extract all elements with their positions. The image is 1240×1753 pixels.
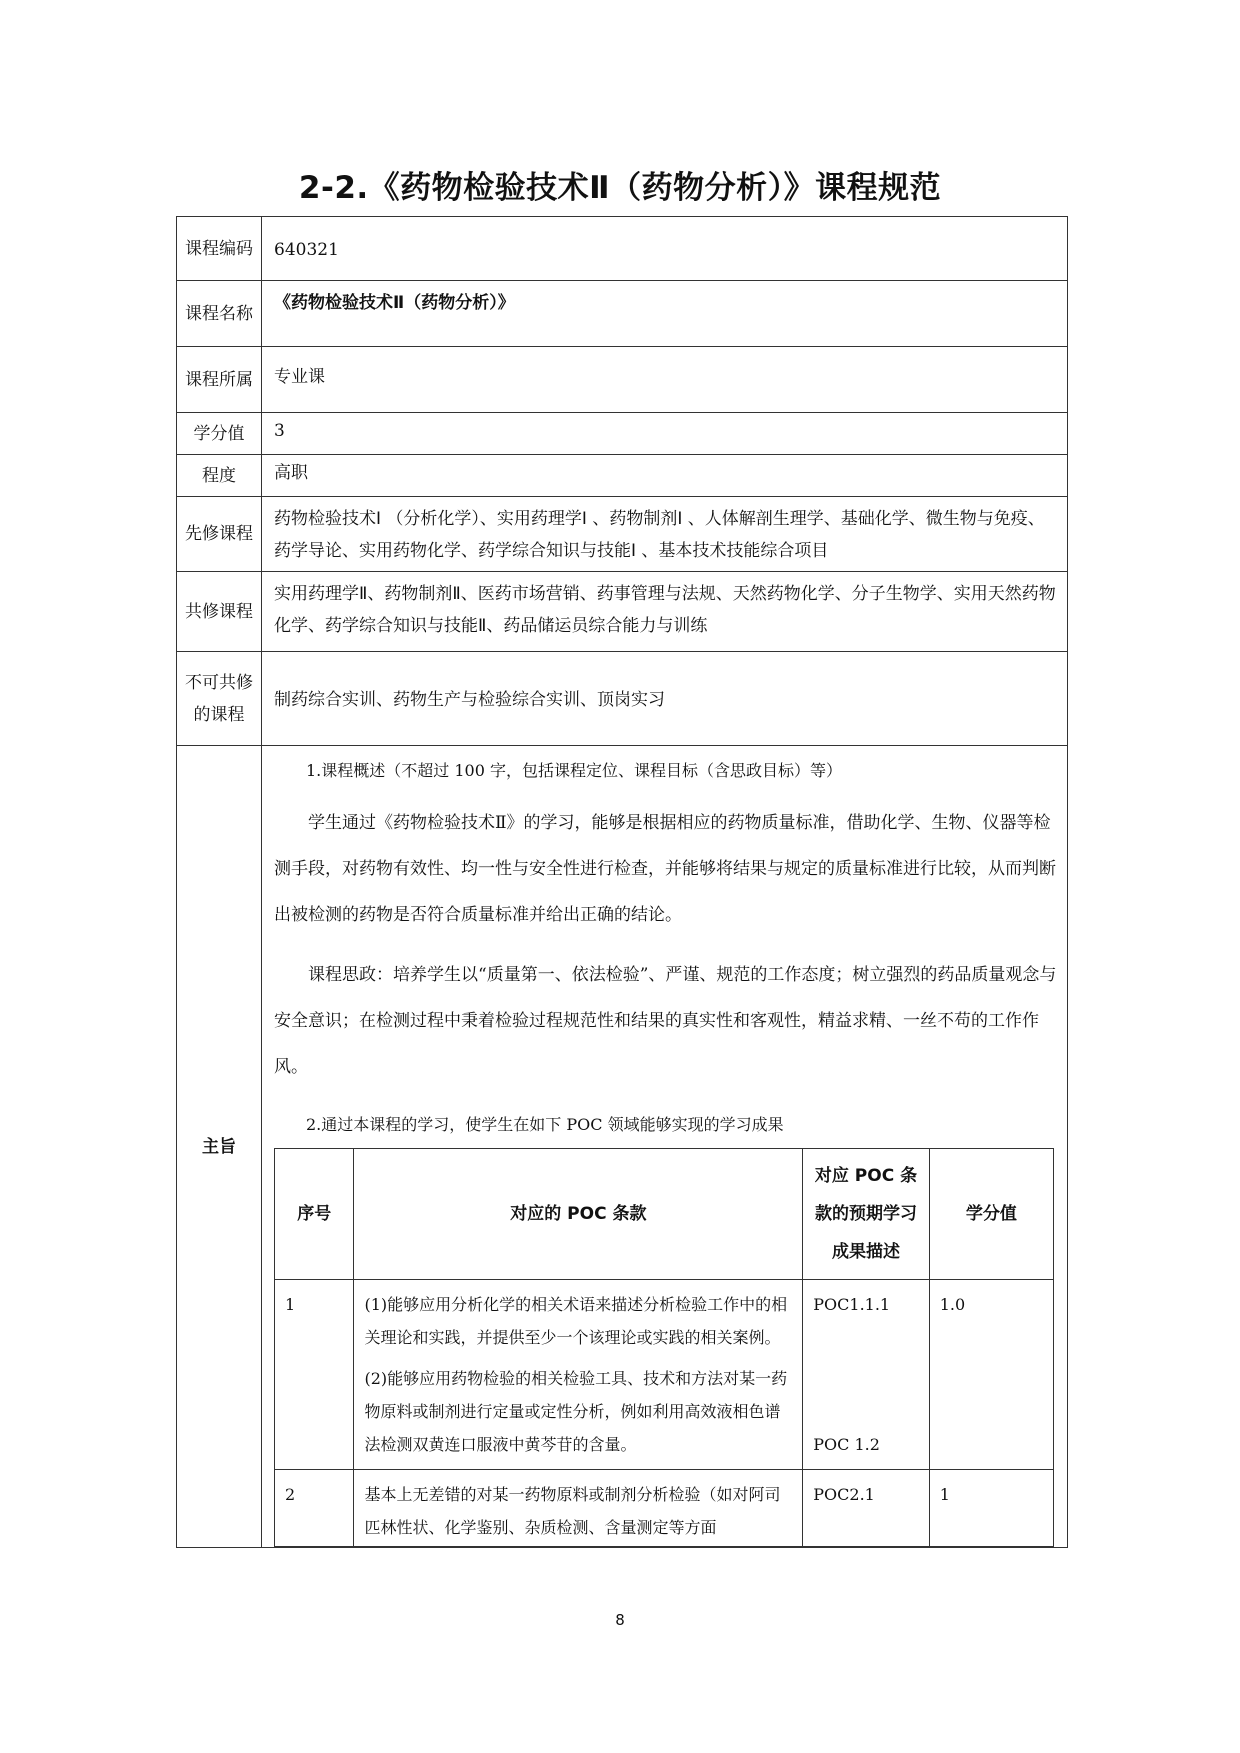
label-prerequisites: 先修课程 (177, 497, 262, 572)
aim-paragraph-1: 学生通过《药物检验技术Ⅱ》的学习，能够是根据相应的药物质量标准，借助化学、生物、仪器等检测手段，对药物有效性、均一性与安全性进行检查，并能够将结果与规定的质量标准进行比较，从而判断出被检测的药物是否符合质量标准并给出正确的结论。 (274, 813, 1056, 925)
label-exclusive-courses: 不可共修的课程 (177, 652, 262, 746)
label-course-name: 课程名称 (177, 281, 262, 347)
value-exclusive-courses: 制药综合实训、药物生产与检验综合实训、顶岗实习 (262, 652, 1068, 746)
poc-row-1-poc-b: POC 1.2 (813, 1435, 880, 1454)
label-corequisites: 共修课程 (177, 572, 262, 652)
poc-row-2-clause: 基本上无差错的对某一药物原料或制剂分析检验（如对阿司匹林性状、化学鉴别、杂质检测、含量测定等方面 (354, 1470, 803, 1547)
value-credit: 3 (262, 413, 1068, 455)
poc-header-credit: 学分值 (929, 1149, 1053, 1280)
value-level: 高职 (262, 455, 1068, 497)
poc-row-1-clause-b: (2)能够应用药物检验的相关检验工具、技术和方法对某一药物原料或制剂进行定量或定性分析，例如利用高效液相色谱法检测双黄连口服液中黄芩苷的含量。 (364, 1369, 788, 1454)
label-level: 程度 (177, 455, 262, 497)
poc-row-1-clause-a: (1)能够应用分析化学的相关术语来描述分析检验工作中的相关理论和实践，并提供至少一个该理论或实践的相关案例。 (364, 1295, 788, 1347)
label-course-category: 课程所属 (177, 347, 262, 413)
value-course-category: 专业课 (262, 347, 1068, 413)
value-corequisites: 实用药理学Ⅱ、药物制剂Ⅱ、医药市场营销、药事管理与法规、天然药物化学、分子生物学、实用天然药物化学、药学综合知识与技能Ⅱ、药品储运员综合能力与训练 (262, 572, 1068, 652)
value-prerequisites: 药物检验技术Ⅰ （分析化学）、实用药理学Ⅰ 、药物制剂Ⅰ 、人体解剖生理学、基础化学、微生物与免疫、药学导论、实用药物化学、药学综合知识与技能Ⅰ 、基本技术技能综合项目 (262, 497, 1068, 572)
poc-row-1-credit: 1.0 (929, 1280, 1053, 1470)
label-aim: 主旨 (177, 746, 262, 1548)
poc-row-2-no: 2 (275, 1470, 354, 1547)
aim-paragraph-2: 课程思政：培养学生以“质量第一、依法检验”、严谨、规范的工作态度；树立强烈的药品质量观念与安全意识；在检测过程中秉着检验过程规范性和结果的真实性和客观性，精益求精、一丝不苟的工作作风。 (274, 965, 1057, 1077)
poc-row-2-credit: 1 (929, 1470, 1053, 1547)
poc-header-clause: 对应的 POC 条款 (354, 1149, 803, 1280)
poc-row-2-outcome: POC2.1 (803, 1470, 929, 1547)
value-course-code: 640321 (262, 217, 1068, 281)
table-row (275, 1470, 1054, 1547)
aim-section-2: 2.通过本课程的学习，使学生在如下 POC 领域能够实现的学习成果 (306, 1115, 784, 1134)
poc-header-no: 序号 (275, 1149, 354, 1280)
poc-row-1-outcome (803, 1280, 929, 1470)
poc-row-1-no: 1 (275, 1280, 354, 1470)
label-credit: 学分值 (177, 413, 262, 455)
poc-row-1-clause (354, 1280, 803, 1470)
poc-row-1-poc-a: POC1.1.1 (813, 1295, 891, 1314)
page-number: 8 (615, 1611, 625, 1629)
label-course-code: 课程编码 (177, 217, 262, 281)
value-course-name: 《药物检验技术Ⅱ（药物分析）》 (262, 281, 1068, 347)
table-row (275, 1280, 1054, 1470)
document-title: 2-2.《药物检验技术Ⅱ（药物分析）》课程规范 (298, 170, 942, 206)
course-spec-table (176, 216, 1068, 1548)
aim-section-1: 1.课程概述（不超过 100 字，包括课程定位、课程目标（含思政目标）等） (306, 761, 842, 780)
poc-header-outcome: 对应 POC 条款的预期学习成果描述 (803, 1149, 929, 1280)
poc-table (274, 1148, 1054, 1547)
value-aim (262, 746, 1068, 1548)
